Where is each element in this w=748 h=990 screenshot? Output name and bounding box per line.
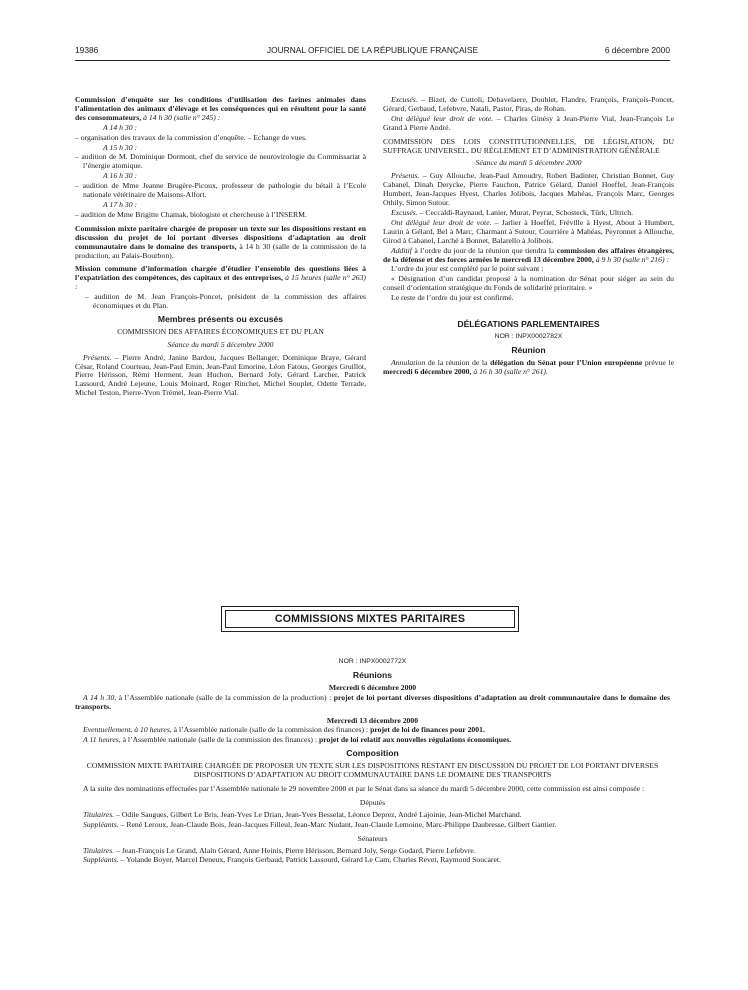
- reste-ordre: Le reste de l’ordre du jour est confirmé.: [391, 293, 514, 303]
- issue-date: 6 décembre 2000: [604, 45, 670, 55]
- meeting-item: A 11 heures, à l’Assemblée nationale (salle de la commission des finances) : projet de loi relatif aux nouvelles régulations économiques.: [83, 735, 512, 745]
- meeting-date: Mercredi 6 décembre 2000: [328, 682, 417, 692]
- header-rule: [75, 60, 670, 61]
- nor-reference: NOR : INPX0002782X: [494, 332, 563, 340]
- cmp-title: COMMISSION MIXTE PARITAIRE CHARGÉE DE PROPOSER UN TEXTE SUR LES DISPOSITIONS RESTANT EN DISCUSSION DU PROJET DE LOI PORTANT DIVERSES DISPOSITIONS D’ADAPTATION AU DROIT COMMUNAUTAIRE DANS LE DOMAINE DES TRANSPORTS: [86, 761, 659, 780]
- nor-reference: NOR : INPX0002772X: [338, 658, 407, 665]
- commission-name: COMMISSION DES LOIS CONSTITUTIONNELLES, DE LÉGISLATION, DU SUFFRAGE UNIVERSEL, DU RÈGLEMENT ET D’ADMINISTRATION GÉNÉRALE: [383, 136, 674, 155]
- delegue-list: Ont délégué leur droit de vote. – Charles Ginésy à Jean-Pierre Vial, Jean-François Le Grand à Pierre André.: [383, 113, 674, 132]
- mission-information: Mission commune d’information chargée d’étudier l’ensemble des questions liées à l’expatriation des compétences, des capitaux et des entreprises, à 15 heures (salle n° 263) :: [75, 264, 366, 292]
- page-header: [75, 46, 670, 58]
- agenda-item: – audition de Mme Jeanne Brugère-Picoux, professeur de pathologie du bétail à l’Ecole nationale vétérinaire de Maisons-Alfort.: [75, 181, 366, 200]
- agenda-item: – organisation des travaux de la commission d’enquête. – Echange de vues.: [75, 132, 307, 142]
- annulation: Annulation de la réunion de la délégation du Sénat pour l’Union européenne prévue le mercredi 6 décembre 2000, à 16 h 30 (salle n° 261).: [383, 357, 675, 376]
- composition-title: Composition: [346, 748, 399, 759]
- additif: Additif à l’ordre du jour de la réunion que tiendra la commission des affaires étrangères, de la défense et des forces armées le mercredi 13 décembre 2000, à 9 h 30 (salle n° 216) :: [383, 245, 675, 264]
- right-column: [383, 96, 674, 378]
- titulaires-senateurs: Titulaires. – Jean-François Le Grand, Alain Gérard, Anne Heinis, Pierre Hérisson, Bernard Joly, Serge Godard, Pierre Lefebvre.: [83, 845, 476, 855]
- titulaires-deputes: Titulaires. – Odile Saugues, Gilbert Le Bris, Jean-Yves Le Drian, Jean-Yves Besselat, Léonce Deprez, André Lajoinie, Jean-Michel Marchand.: [83, 809, 522, 819]
- designation: « Désignation d’un candidat proposé à la nomination du Sénat pour siéger au sein du conseil d’orientation stratégique du Fonds de solidarité prioritaire. »: [383, 274, 674, 293]
- journal-title: JOURNAL OFFICIEL DE LA RÉPUBLIQUE FRANÇAISE: [266, 45, 479, 55]
- page-number: 19386: [75, 45, 99, 55]
- seance-date: Séance du mardi 5 décembre 2000: [475, 158, 582, 168]
- time-slot: A 17 h 30 :: [103, 199, 138, 209]
- deputes-heading: Députés: [359, 797, 386, 807]
- presents-list: Présents. – Pierre André, Janine Bardou, Jacques Bellanger, Dominique Braye, Gérard César, Roland Courteau, Jean-Paul Emin, Jean-Paul Emorine, Léon Fatous, Georges Gruillot, Pierre Hérisson, Rémi Herment, Jean Huchon, Bernard Joly, Gérard Larcher, Patrick Lassourd, André Lejeune, Louis Moinard, Roger Rinchet, Michel Souplet, Odette Terrade, Michel Teston, Pierre-Yvon Trémel, Jean-Pierre Vial.: [75, 352, 366, 398]
- time-slot: A 16 h 30 :: [103, 171, 138, 181]
- left-column: [75, 96, 366, 399]
- suppleants-deputes: Suppléants. – René Leroux, Jean-Claude Bois, Jean-Jacques Filleul, Jean-Marc Nudant, Jean-Claude Lemoine, Marc-Philippe Daubresse, Gilbert Gantier.: [83, 819, 557, 829]
- delegations-title: DÉLÉGATIONS PARLEMENTAIRES: [457, 319, 600, 330]
- time-slot: A 15 h 30 :: [103, 142, 138, 152]
- reunion-title: Réunion: [511, 344, 546, 355]
- time-slot: A 14 h 30 :: [103, 122, 138, 132]
- reunions-title: Réunions: [352, 669, 393, 680]
- cmp-section: [75, 654, 670, 866]
- ordre-complete: L’ordre du jour est complété par le point suivant :: [391, 264, 544, 274]
- nominations-text: A la suite des nominations effectuées par l’Assemblée nationale le 29 novembre 2000 et par le Sénat dans sa séance du mardi 5 décembre 2000, cette commission est ainsi composée :: [83, 783, 645, 793]
- meeting-date: Mercredi 13 décembre 2000: [326, 715, 419, 725]
- senateurs-heading: Sénateurs: [357, 833, 388, 843]
- commission-enquete: Commission d’enquête sur les conditions d’utilisation des farines animales dans l’alimentation des animaux d’élevage et les conséquences qui en résultent pour la santé des consommateurs, à 14 h 30 (salle n° 245) :: [75, 95, 366, 122]
- members-title: Membres présents ou excusés: [157, 313, 284, 324]
- excuses-list: Excusés. – Bizet, de Cuttoli, Debavelaere, Doublet, Flandre, François, François-Poncet, Gérard, Gerbaud, Lefebvre, Natali, Pastor, Piras, de Rohan.: [383, 95, 674, 113]
- agenda-item: – audition de Mme Brigitte Chamak, biologiste et chercheuse à l’INSERM.: [75, 209, 307, 219]
- seance-date: Séance du mardi 5 décembre 2000: [167, 339, 274, 349]
- presents-list: Présents. – Guy Allouche, Jean-Paul Amoudry, Robert Badinter, Christian Bonnet, Guy Cabanel, Dinah Derycke, Pierre Fauchon, Patrice Gélard, Daniel Hoeffel, Jean-François Humbert, Jean-Jacques Hyest, Charles Jolibois, Jacques Mahéas, François Marc, Georges Othily, Simon Sutour.: [383, 171, 675, 208]
- agenda-item: – audition de M. Dominique Dormont, chef du service de neurovirologie du Commissariat à l’énergie atomique.: [75, 152, 366, 171]
- commission-mixte-paritaire: Commission mixte paritaire chargée de proposer un texte sur les dispositions restant en discussion du projet de loi portant diverses dispositions d’adaptation au droit communautaire dans le domaine des transports, à 14 h 30 (salle de la commission de la production, au Palais-Bourbon).: [75, 223, 367, 260]
- meeting-item: A 14 h 30, à l’Assemblée nationale (salle de la commission de la production) : projet de loi portant diverses dispositions d’adaptation au droit communautaire dans le domaine des transports.: [75, 692, 670, 711]
- commission-name: COMMISSION DES AFFAIRES ÉCONOMIQUES ET DU PLAN: [117, 326, 324, 336]
- section-title: COMMISSIONS MIXTES PARITAIRES: [225, 610, 515, 628]
- suppleants-senateurs: Suppléants. – Yolande Boyer, Marcel Deneux, François Gerbaud, Patrick Lassourd, Gérard Le Cam, Charles Revet, Raymond Soucaret.: [83, 855, 501, 865]
- section-title-box: [221, 606, 519, 632]
- agenda-item: – audition de M. Jean François-Poncet, président de la commission des affaires économiques et du Plan.: [85, 292, 366, 311]
- delegue-list: Ont délégué leur droit de vote. – Jarlier à Hoeffel, Fréville à Hyest, About à Humbert, Laurin à Gélard, Bel à Marc, Charmant à Sutour, Courrière à Mahéas, Peyronnet à Allouche, Girod à Cabanel, Larché à Bonnet, Balarello à Jolibois.: [383, 217, 675, 245]
- meeting-item: Eventuellement, à 10 heures, à l’Assemblée nationale (salle de la commission des finances) : projet de loi de finances pour 2001.: [83, 725, 485, 735]
- excuses-list: Excusés. – Ceccaldi-Raynaud, Lanier, Murat, Peyrat, Schosteck, Türk, Ultrich.: [391, 207, 634, 217]
